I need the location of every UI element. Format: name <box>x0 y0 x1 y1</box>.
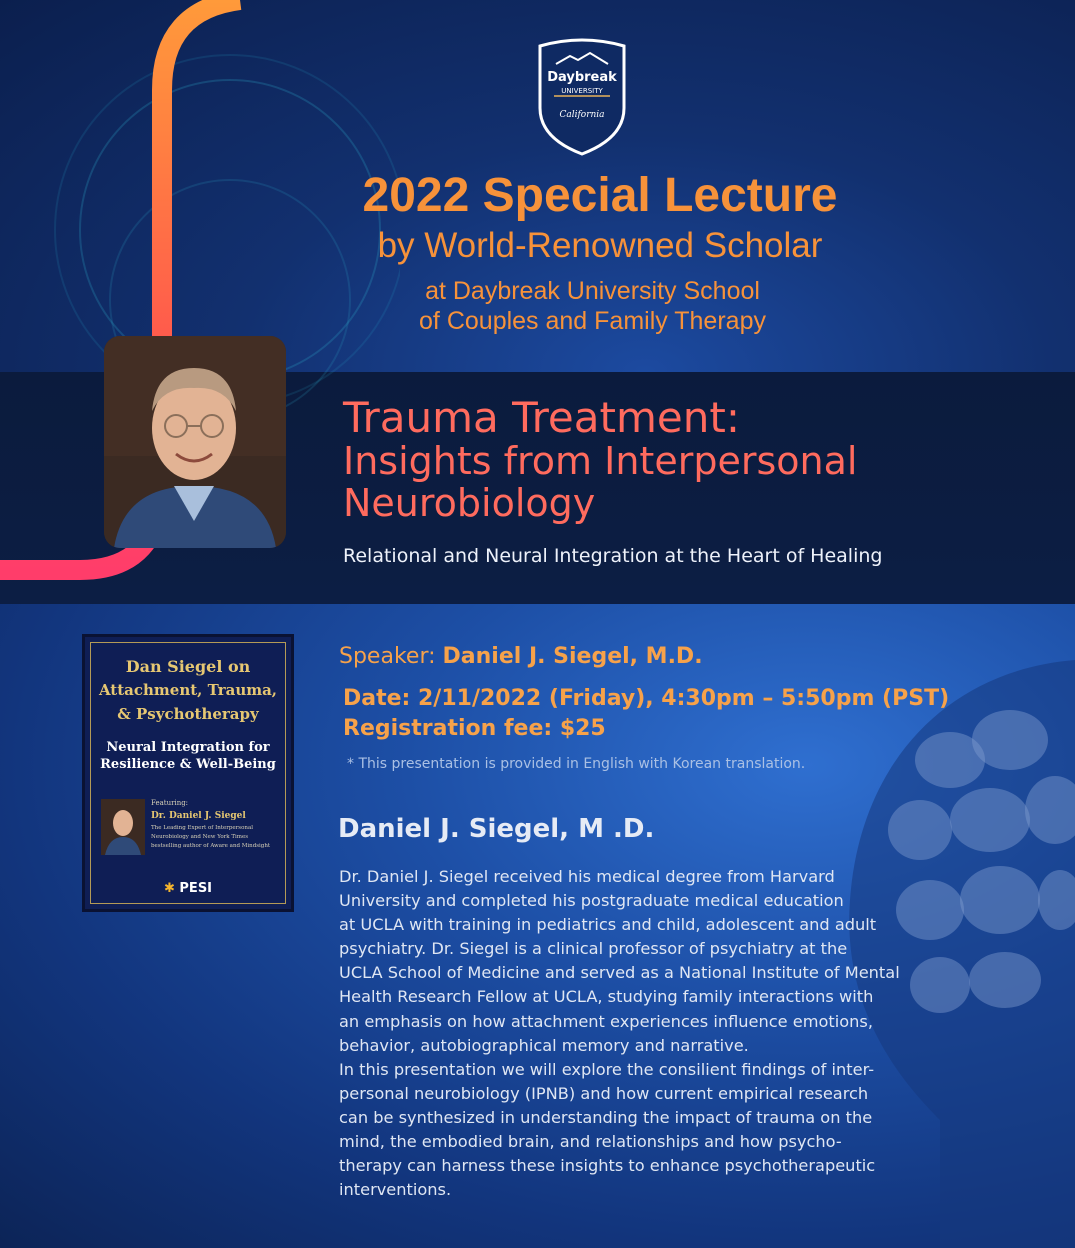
book-cover <box>82 634 294 912</box>
book-featured-desc-3: bestselling author of Aware and Mindsight <box>151 843 271 849</box>
book-author-photo <box>101 799 145 855</box>
book-featuring: Featuring: <box>151 799 189 807</box>
logo-university: UNIVERSITY <box>561 87 603 95</box>
pesi-figure-icon: ✱ <box>163 881 175 896</box>
lecture-title-line-1: Trauma Treatment: <box>343 393 740 442</box>
bio-heading: Daniel J. Siegel, M .D. <box>338 814 655 844</box>
speaker-photo <box>104 336 286 548</box>
logo-script: California <box>559 110 605 120</box>
book-title-line-1: Dan Siegel on <box>125 657 251 676</box>
venue-line-1: at Daybreak University School <box>425 277 760 305</box>
book-featured-name: Dr. Daniel J. Siegel <box>151 811 246 821</box>
publisher-logo <box>85 881 291 896</box>
lecture-title-line-3: Neurobiology <box>343 481 596 525</box>
venue-line-2: of Couples and Family Therapy <box>419 307 766 335</box>
bio-text: Dr. Daniel J. Siegel received his medical degree from Harvard University and completed his postgraduate medical education at UCLA with training in pediatrics and child, adolescent and adult psychiatry. Dr. Siegel is a clinical professor of psychiatry at the UCLA School of Medicine and served as a National Institute of Mental Health Research Fellow at UCLA, studying family interactions with an emphasis on how attachment experiences influence emotions, behavior, autobiographical memory and narrative. In this presentation we will explore the consilient findings of inter- personal neurobiology (IPNB) and how current empirical research can be synthesized in understanding the impact of trauma on the mind, the embodied brain, and relationships and how psycho- therapy can harness these insights to enhance psychotherapeutic interventions. <box>339 867 900 1200</box>
book-subtitle-line-1: Neural Integration for <box>106 740 270 755</box>
book-subtitle-line-2: Resilience & Well-Being <box>100 757 276 772</box>
event-date: Date: 2/11/2022 (Friday), 4:30pm – 5:50pm (PST) <box>343 686 950 711</box>
book-featured-desc-2: Neurobiology and New York Times <box>151 834 249 840</box>
registration-fee: Registration fee: $25 <box>343 716 606 741</box>
headline: 2022 Special Lecture <box>362 169 838 222</box>
lecture-subtitle: Relational and Neural Integration at the Heart of Healing <box>343 545 883 567</box>
subheadline: by World-Renowned Scholar <box>377 226 823 265</box>
book-featured-desc-1: The Leading Expert of Interpersonal <box>151 825 253 831</box>
translation-note: * This presentation is provided in English with Korean translation. <box>347 756 806 772</box>
event-details <box>343 684 949 744</box>
lecture-title-line-2: Insights from Interpersonal <box>343 439 858 483</box>
publisher-name: PESI <box>179 881 213 896</box>
speaker-line <box>339 644 703 669</box>
daybreak-university-logo <box>534 38 630 156</box>
venue <box>320 276 865 336</box>
speaker-label: Speaker: <box>339 644 443 669</box>
book-title-line-3: & Psychotherapy <box>117 705 259 723</box>
lecture-title <box>343 393 858 525</box>
logo-name: Daybreak <box>547 70 617 85</box>
speaker-name: Daniel J. Siegel, M.D. <box>442 644 703 669</box>
book-title-line-2: Attachment, Trauma, <box>98 681 278 699</box>
